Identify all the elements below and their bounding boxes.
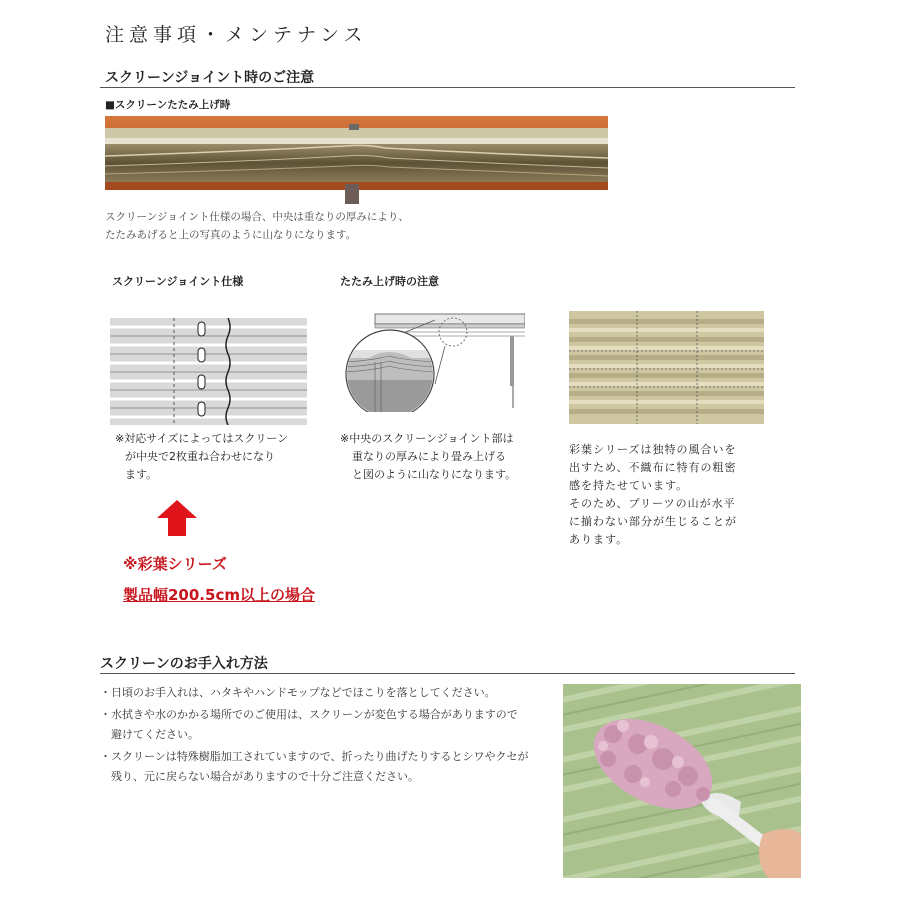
joint-spec-diagram <box>110 318 307 425</box>
section-divider-2 <box>100 673 795 674</box>
care-bullet-3: ・スクリーンは特殊樹脂加工されていますので、折ったり曲げたりするとシワやクセが 残り、元に戻らない場合がありますので十分ご注意ください。 <box>100 750 529 783</box>
folded-screen-photo <box>105 116 608 204</box>
section-title-joint: スクリーンジョイント時のご注意 <box>105 70 315 86</box>
callout-width-condition: 製品幅200.5cm以上の場合 <box>123 586 315 604</box>
duster-photo <box>563 684 801 878</box>
red-up-arrow-icon <box>157 500 197 536</box>
page-title: 注意事項・メンテナンス <box>105 24 368 46</box>
care-bullet-list <box>100 683 529 789</box>
joint-spec-note: ※対応サイズによってはスクリーン が中央で2枚重ね合わせになり ます。 <box>115 432 289 481</box>
fold-caution-note: ※中央のスクリーンジョイント部は 重なりの厚みにより畳み上げる と図のように山なりになります。 <box>340 432 517 481</box>
fold-caution-diagram <box>345 312 525 412</box>
care-bullet-1: ・日頃のお手入れは、ハタキやハンドモップなどでほこりを落としてください。 <box>100 686 496 699</box>
section-divider <box>100 87 795 88</box>
description-line-2: たたみあげると上の写真のように山なりになります。 <box>105 229 357 241</box>
saiyo-note: 彩葉シリーズは独特の風合いを 出すため、不織布に特有の粗密 感を持たせています。 そのため、プリーツの山が水平 に揃わない部分が生じることが あります。 <box>569 443 737 546</box>
saiyo-pleat-photo <box>569 311 764 424</box>
description-line-1: スクリーンジョイント仕様の場合、中央は重なりの厚みにより、 <box>105 211 409 223</box>
joint-spec-label: スクリーンジョイント仕様 <box>112 275 244 288</box>
fold-caution-label: たたみ上げ時の注意 <box>340 275 439 288</box>
callout-series: ※彩葉シリーズ <box>123 555 227 573</box>
photo-caption: ■スクリーンたたみ上げ時 <box>105 99 231 111</box>
section-title-care: スクリーンのお手入れ方法 <box>100 656 268 672</box>
care-bullet-2: ・水拭きや水のかかる場所でのご使用は、スクリーンが変色する場合がありますので 避けてください。 <box>100 708 518 741</box>
